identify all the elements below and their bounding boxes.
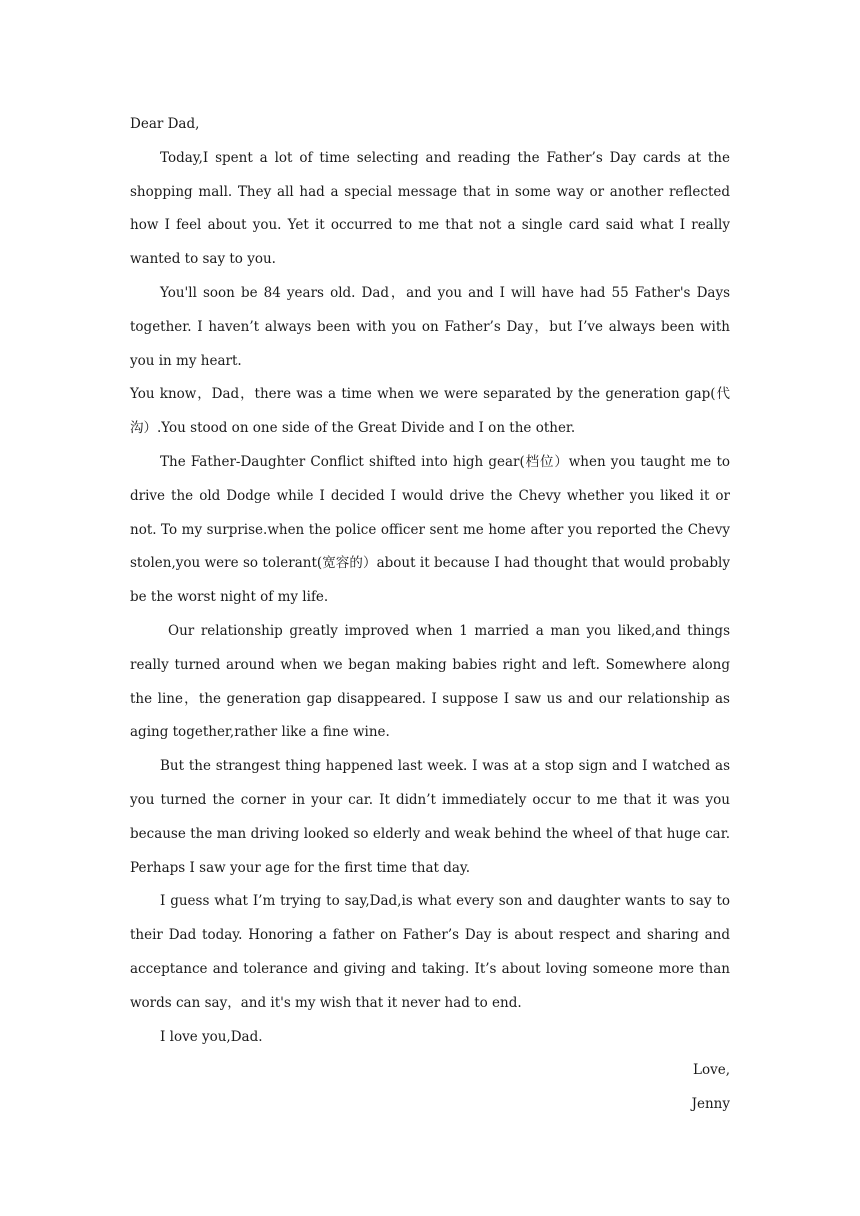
paragraph-relationship: Our relationship greatly improved when 1 married a man you liked,and things really turned around when we began making babies right and left. Somewhere along the line，the generation gap disappeared. I suppose I saw us and our relationship as aging together,rather like a fine wine. — [130, 622, 730, 741]
closing: Love, — [693, 1062, 730, 1079]
signature: Jenny — [691, 1096, 730, 1113]
paragraph-fathers-day: I guess what I’m trying to say,Dad,is what every son and daughter wants to say to their Dad today. Honoring a father on Father’s Day is about respect and sharing and acceptance and tolerance and giving and taking. It’s about loving someone more than words can say，and it's my wish that it never had to end. — [130, 893, 730, 1011]
paragraph-generation-gap: You know，Dad，there was a time when we were separated by the generation gap(代沟）.You stood on one side of the Great Divide and I on the other. — [130, 386, 730, 437]
paragraph-love-you: I love you,Dad. — [160, 1028, 263, 1045]
salutation: Dear Dad, — [130, 116, 200, 132]
paragraph-age: You'll soon be 84 years old. Dad，and you and I will have had 55 Father's Days together. I haven’t always been with you on Father’s Day，but I’ve always been with you in my heart. — [130, 284, 730, 369]
paragraph-conflict: The Father-Daughter Conflict shifted into high gear(档位）when you taught me to drive the old Dodge while I decided I would drive the Chevy whether you liked it or not. To my surprise.when the police officer sent me home after you reported the Chevy stolen,you were so tolerant(宽容的）about it because I had thought that would probably be the worst night of my life. — [130, 453, 730, 606]
paragraph-last-week: But the strangest thing happened last week. I was at a stop sign and I watched as you turned the corner in your car. It didn’t immediately occur to me that it was you because the man driving looked so elderly and weak behind the wheel of that huge car. Perhaps I saw your age for the first time that day. — [130, 758, 730, 876]
letter — [130, 108, 730, 1122]
paragraph-cards: Today,I spent a lot of time selecting and reading the Father’s Day cards at the shopping mall. They all had a special message that in some way or another reflected how I feel about you. Yet it occurred to me that not a single card said what I really wanted to say to you. — [130, 149, 730, 268]
